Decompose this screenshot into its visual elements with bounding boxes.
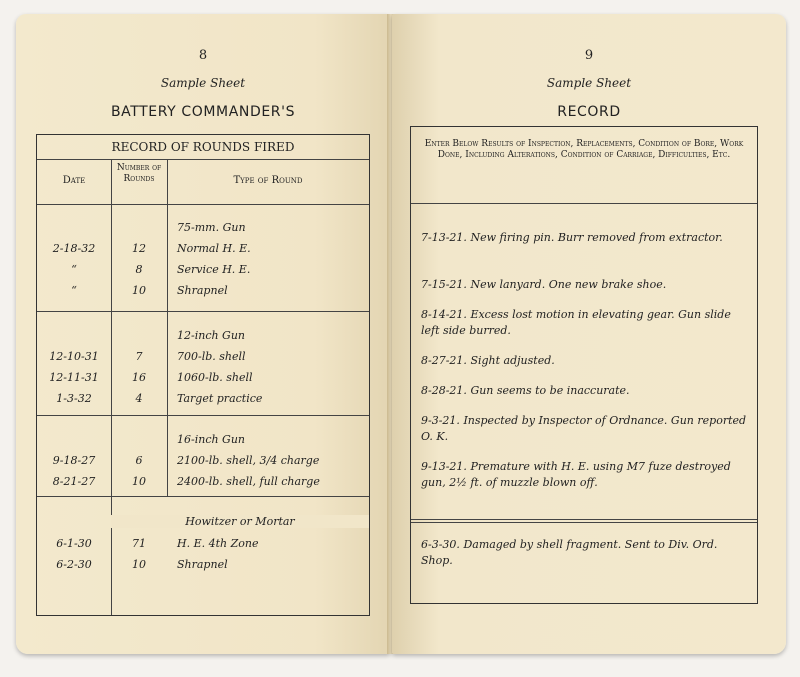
- row-type: 2400-lb. shell, full charge: [177, 475, 320, 488]
- record-entry: [421, 413, 749, 445]
- group-heading: Howitzer or Mortar: [111, 515, 369, 528]
- entry-text: Premature with H. E. using M7 fuze destroyed gun, 2½ ft. of muzzle blown off.: [421, 460, 731, 489]
- open-booklet: [16, 14, 786, 664]
- record-entry: [421, 307, 749, 339]
- page-heading: RECORD: [557, 104, 621, 120]
- entry-text: Gun seems to be inaccurate.: [470, 384, 630, 397]
- row-date: 8-21-27: [52, 475, 96, 488]
- left-page: [16, 14, 390, 654]
- row-type: Normal H. E.: [177, 242, 251, 255]
- entry-date: 7-15-21.: [421, 278, 467, 291]
- row-date: 9-18-27: [52, 454, 96, 467]
- row-type: Shrapnel: [177, 284, 228, 297]
- row-number: 12: [132, 242, 146, 255]
- row-type: H. E. 4th Zone: [177, 537, 259, 550]
- right-page: [392, 14, 786, 654]
- row-number: 16: [132, 371, 146, 384]
- entry-date: 8-28-21.: [421, 384, 467, 397]
- entry-date: 7-13-21.: [421, 231, 467, 244]
- entry-text: Excess lost motion in elevating gear. Gun slide left side burred.: [421, 308, 731, 337]
- row-number: 71: [132, 537, 146, 550]
- record-entry: [421, 230, 749, 246]
- table-title: RECORD OF ROUNDS FIRED: [111, 140, 295, 154]
- group-heading: 16-inch Gun: [177, 433, 246, 446]
- entry-date: 9-13-21.: [421, 460, 467, 473]
- entry-date: 9-3-21.: [421, 414, 460, 427]
- row-date: 2-18-32: [52, 242, 96, 255]
- row-type: Service H. E.: [177, 263, 251, 276]
- record-entry: [421, 537, 749, 569]
- entry-date: 6-3-30.: [421, 538, 460, 551]
- entry-text: New lanyard. One new brake shoe.: [470, 278, 667, 291]
- col-type: Type of Round: [233, 175, 303, 186]
- row-date: 12-10-31: [49, 350, 99, 363]
- row-number: 10: [132, 475, 146, 488]
- entry-text: Sight adjusted.: [470, 354, 555, 367]
- record-entry: [421, 459, 749, 491]
- record-entry: [421, 383, 749, 399]
- sample-sheet-label: Sample Sheet: [160, 76, 246, 90]
- entry-text: Inspected by Inspector of Ordnance. Gun reported O. K.: [421, 414, 747, 443]
- record-entry: [421, 353, 749, 369]
- entry-date: 8-14-21.: [421, 308, 467, 321]
- row-number: 10: [132, 558, 146, 571]
- group-heading: 75-mm. Gun: [177, 221, 246, 234]
- row-date: 6-1-30: [56, 537, 92, 550]
- row-type: 2100-lb. shell, 3/4 charge: [177, 454, 320, 467]
- record-entry: [421, 277, 749, 293]
- table-header: Enter Below Results of Inspection, Replacements, Condition of Bore, Work Done, Including Alterations, Condition of Carriage, Difficulties, Etc.: [424, 139, 744, 160]
- row-type: Target practice: [177, 392, 263, 405]
- rounds-fired-table: [36, 134, 370, 616]
- row-type: 700-lb. shell: [177, 350, 246, 363]
- page-heading: BATTERY COMMANDER'S: [110, 104, 296, 120]
- col-number: Number of Rounds: [116, 163, 162, 184]
- row-number: 7: [135, 350, 143, 363]
- entry-text: New firing pin. Burr removed from extractor.: [470, 231, 723, 244]
- row-number: 10: [132, 284, 146, 297]
- row-type: Shrapnel: [177, 558, 228, 571]
- record-table: [410, 126, 758, 604]
- row-number: 8: [135, 263, 143, 276]
- entry-date: 8-27-21.: [421, 354, 467, 367]
- row-date: 12-11-31: [49, 371, 99, 384]
- row-type: 1060-lb. shell: [177, 371, 253, 384]
- row-date: “: [71, 263, 77, 276]
- row-number: 6: [135, 454, 143, 467]
- page-number: 9: [584, 48, 594, 63]
- entry-text: Damaged by shell fragment. Sent to Div. Ord. Shop.: [421, 538, 718, 567]
- row-date: 1-3-32: [56, 392, 92, 405]
- row-number: 4: [135, 392, 143, 405]
- col-date: Date: [62, 175, 86, 186]
- group-heading: 12-inch Gun: [177, 329, 246, 342]
- row-date: 6-2-30: [56, 558, 92, 571]
- row-date: “: [71, 284, 77, 297]
- sample-sheet-label: Sample Sheet: [546, 76, 632, 90]
- page-number: 8: [198, 48, 208, 63]
